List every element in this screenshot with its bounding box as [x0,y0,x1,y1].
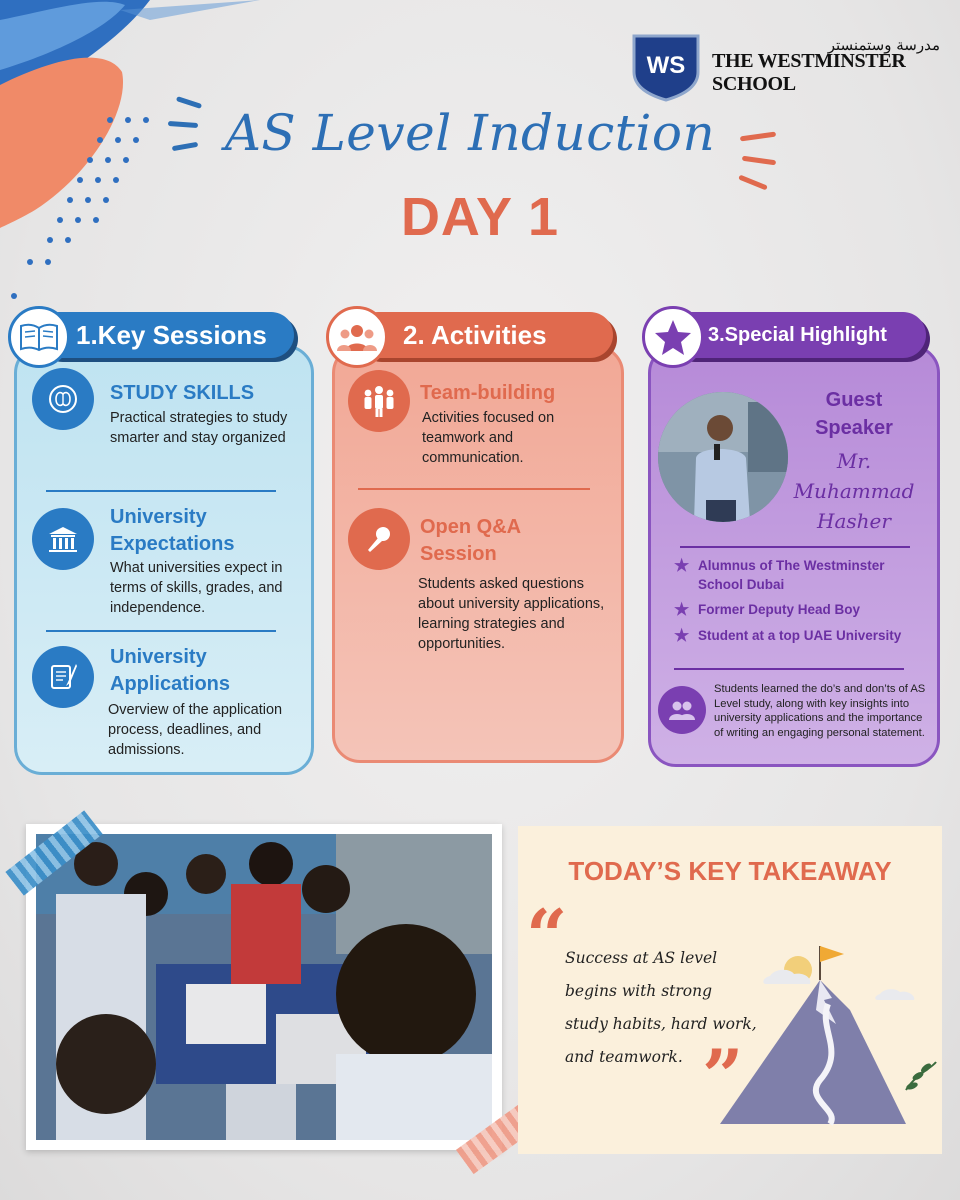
highlight-bullet [674,600,924,619]
university-applications-text: Overview of the application process, deadlines, and admissions. [108,702,283,758]
title-dash-decoration [738,175,768,191]
takeaway-line: and teamwork. [565,1048,683,1066]
close-quote-mark: ” [702,1033,744,1118]
study-skills-text: Practical strategies to study smarter and stay organized [110,410,288,446]
team-building-title: Team-building [420,382,556,404]
university-applications-title: University Applications [110,646,231,695]
special-highlight-heading [668,312,926,358]
star-bullet-icon: ★ [674,626,690,645]
people-icon [658,686,706,734]
logo-arabic-name: مدرسة وستمنستر [827,36,940,54]
takeaway-line: Success at AS level [565,949,718,967]
open-qa-title: Open Q&A Session [420,516,521,565]
university-building-icon [32,508,94,570]
mountain-illustration [720,940,942,1132]
title-dash-decoration [740,132,776,142]
logo-initials: WS [646,52,686,79]
title-dash-decoration [742,156,776,166]
bullet-text: Student at a top UAE University [698,628,902,643]
divider [46,630,276,632]
microphone-icon [348,508,410,570]
students-activity-photo [36,834,492,1140]
guest-label: Guest Speaker [815,389,893,439]
star-icon [642,306,704,368]
scroll-quill-icon [32,646,94,708]
divider [674,668,904,670]
open-qa-text: Students asked questions about university applications, learning strategies and opportunities. [418,576,605,652]
university-expectations-text: What universities expect in terms of skills, grades, and independence. [110,560,283,616]
team-icon [348,370,410,432]
bullet-text: Alumnus of The Westminster School Dubai [698,558,885,592]
star-bullet-icon: ★ [674,600,690,619]
speaker-prefix: Mr. [836,449,872,473]
divider [680,546,910,548]
bullet-text: Former Deputy Head Boy [698,602,861,617]
group-icon [326,306,388,368]
activities-heading [355,312,613,358]
key-sessions-heading [36,312,294,358]
logo-school-name: THE WESTMINSTER SCHOOL [712,50,906,95]
team-building-text: Activities focused on teamwork and communication. [422,410,555,466]
speaker-last-name: Hasher [817,509,891,533]
open-quote-mark: “ [526,893,568,978]
book-icon [8,306,70,368]
study-skills-title: STUDY SKILLS [110,382,255,404]
key-sessions-heading-text: 1.Key Sessions [76,319,267,350]
brain-icon [32,368,94,430]
guest-speaker-photo [658,392,788,522]
divider [358,488,590,490]
speaker-first-name: Muhammad [793,479,915,503]
highlight-bullet [674,556,924,594]
divider [46,490,276,492]
highlight-note: Students learned the do’s and don’ts of AS Level study, along with key insights into university applications and the importance of writing an engaging personal statement. [714,683,926,739]
page-title: AS Level Induction [224,104,716,162]
university-expectations-title: University Expectations [110,506,235,555]
takeaway-line: begins with strong [565,982,713,1000]
takeaway-line: study habits, hard work, [565,1015,757,1033]
activities-heading-text: 2. Activities [403,319,547,350]
takeaway-heading: TODAY’S KEY TAKEAWAY [568,856,892,886]
day-title: DAY 1 [400,187,560,247]
star-bullet-icon: ★ [674,556,690,575]
special-highlight-heading-text: 3.Special Highlight [708,323,887,346]
highlight-bullet [674,626,924,645]
school-crest-logo [630,32,702,102]
